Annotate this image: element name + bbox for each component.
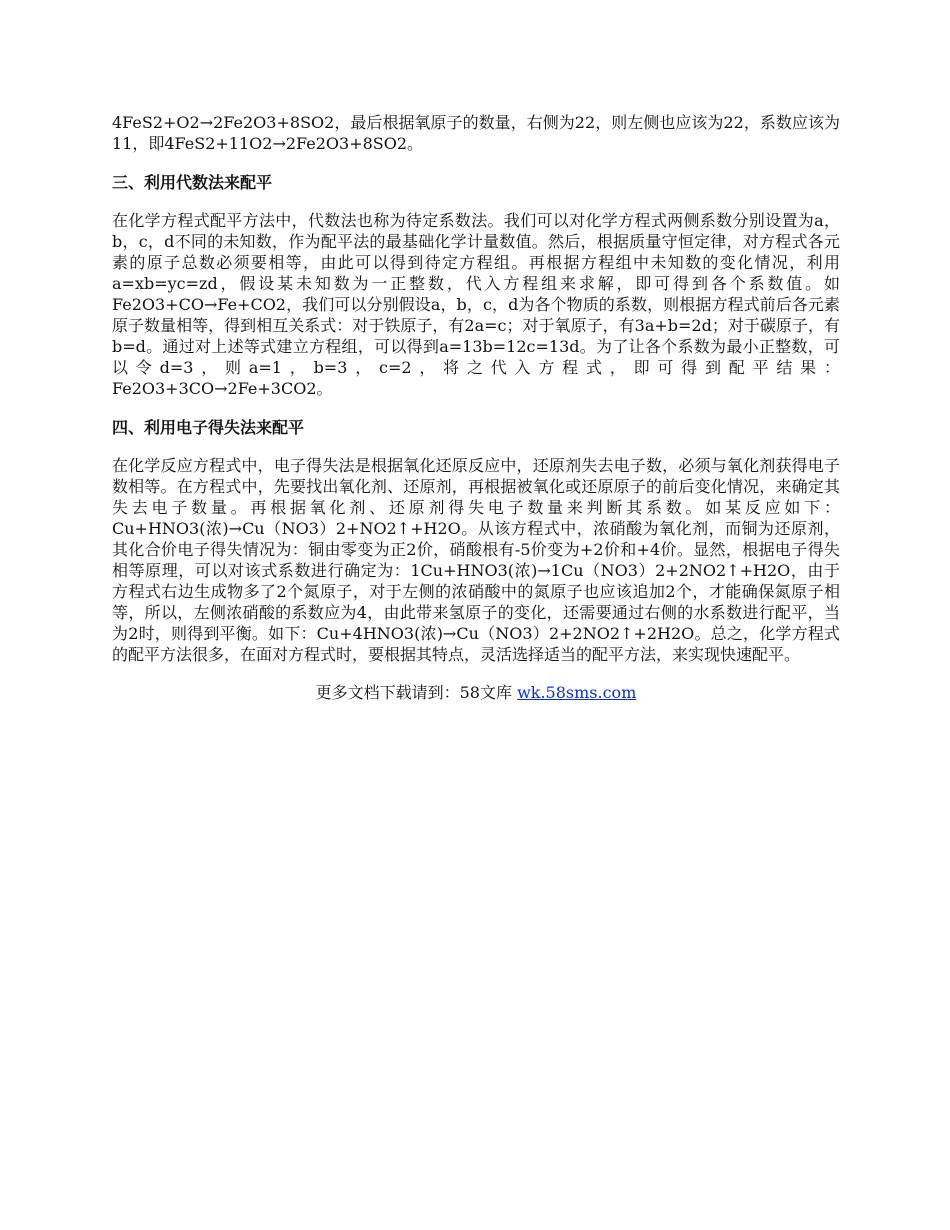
document-page (112, 112, 840, 703)
section-4-heading: 四、利用电子得失法来配平 (112, 418, 305, 437)
intro-paragraph: 4FeS2+O2→2Fe2O3+8SO2，最后根据氧原子的数量，右侧为22，则左侧也应该为22，系数应该为11，即4FeS2+11O2→2Fe2O3+8SO2。 (112, 113, 840, 153)
footer-link[interactable]: wk.58sms.com (517, 683, 637, 702)
section-4-body: 在化学反应方程式中，电子得失法是根据氧化还原反应中，还原剂失去电子数，必须与氧化剂获得电子数相等。在方程式中，先要找出氧化剂、还原剂，再根据被氧化或还原原子的前后变化情况，来确定其失去电子数量。再根据氧化剂、还原剂得失电子数量来判断其系数。如某反应如下：Cu+HNO3(浓)→Cu（NO3）2+NO2↑+H2O。从该方程式中，浓硝酸为氧化剂，而铜为还原剂，其化合价电子得失情况为：铜由零变为正2价，硝酸根有-5价变为+2价和+4价。显然，根据电子得失相等原理，可以对该式系数进行确定为：1Cu+HNO3(浓)→1Cu（NO3）2+2NO2↑+H2O，由于方程式右边生成物多了2个氮原子，对于左侧的浓硝酸中的氮原子也应该追加2个，才能确保氮原子相等，所以，左侧浓硝酸的系数应为4，由此带来氢原子的变化，还需要通过右侧的水系数进行配平，当为2时，则得到平衡。如下：Cu+4HNO3(浓)→Cu（NO3）2+2NO2↑+2H2O。总之，化学方程式的配平方法很多，在面对方程式时，要根据其特点，灵活选择适当的配平方法，来实现快速配平。 (112, 456, 840, 664)
download-footer (112, 682, 840, 703)
section-3-heading: 三、利用代数法来配平 (112, 173, 273, 192)
footer-text: 更多文档下载请到：58文库 (315, 683, 518, 702)
section-3-body: 在化学方程式配平方法中，代数法也称为待定系数法。我们可以对化学方程式两侧系数分别设置为a，b，c，d不同的未知数，作为配平法的最基础化学计量数值。然后，根据质量守恒定律，对方程式各元素的原子总数必须要相等，由此可以得到待定方程组。再根据方程组中未知数的变化情况，利用a=xb=yc=zd，假设某未知数为一正整数，代入方程组来求解，即可得到各个系数值。如Fe2O3+CO→Fe+CO2，我们可以分别假设a，b，c，d为各个物质的系数，则根据方程式前后各元素原子数量相等，得到相互关系式：对于铁原子，有2a=c；对于氧原子，有3a+b=2d；对于碳原子，有b=d。通过对上述等式建立方程组，可以得到a=13b=12c=13d。为了让各个系数为最小正整数，可以令d=3，则a=1，b=3，c=2，将之代入方程式，即可得到配平结果：Fe2O3+3CO→2Fe+3CO2。 (112, 211, 840, 398)
